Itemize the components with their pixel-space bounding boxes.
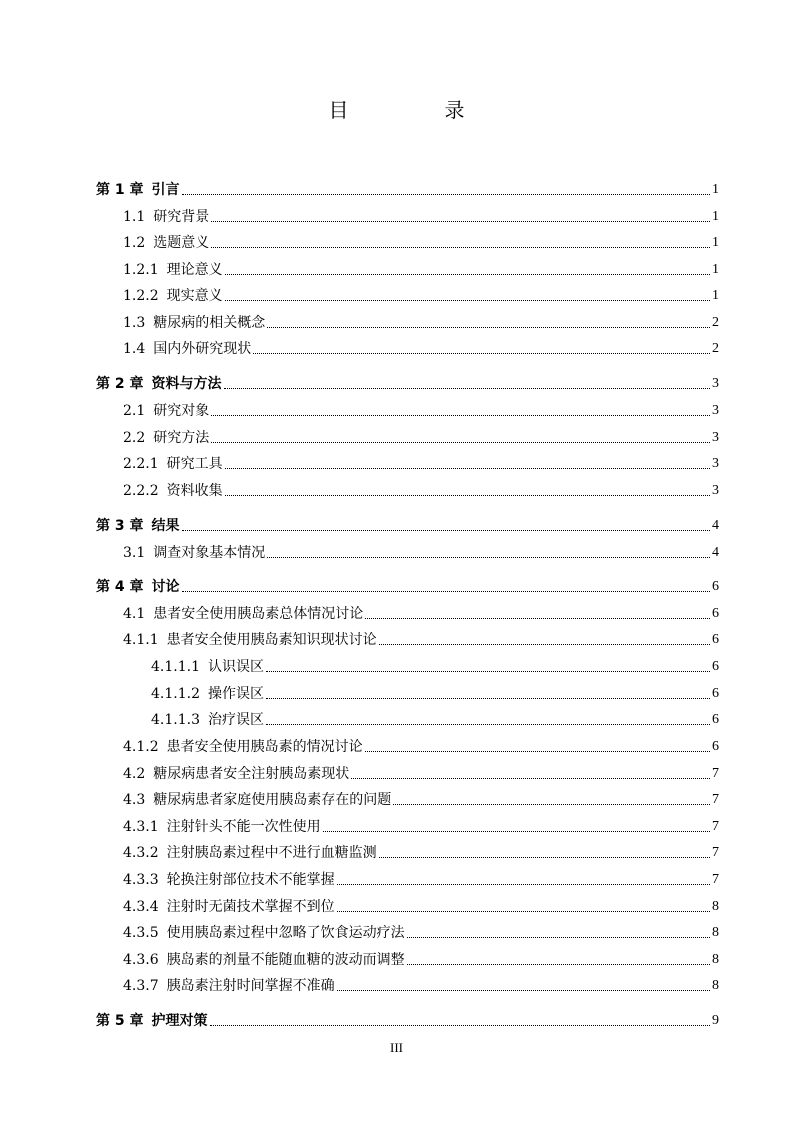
toc-entry-page: 3 [712, 376, 719, 391]
toc-entry-number: 4.1.1.2 [151, 686, 200, 702]
toc-entry-number: 4.3.5 [123, 925, 159, 941]
toc-section-entry[interactable] [123, 737, 719, 757]
toc-section-entry[interactable] [123, 976, 719, 996]
toc-entry-number: 3.1 [123, 545, 146, 561]
toc-leader-dots [407, 931, 710, 938]
toc-section-entry[interactable] [123, 313, 719, 333]
toc-entry-number: 第 5 章 [96, 1013, 144, 1029]
toc-entry-page: 3 [712, 403, 719, 418]
toc-entry-page: 7 [712, 845, 719, 860]
toc-leader-dots [225, 268, 710, 275]
toc-section-entry[interactable] [123, 207, 719, 227]
toc-entry-title: 研究工具 [166, 456, 223, 472]
toc-entry-number: 4.3 [123, 792, 146, 808]
toc-entry-title: 患者安全使用胰岛素知识现状讨论 [166, 632, 377, 648]
toc-leader-dots [337, 984, 710, 991]
toc-leader-dots [323, 825, 710, 832]
toc-entry-number: 2.2 [123, 430, 146, 446]
toc-entry-title: 现实意义 [166, 288, 223, 304]
toc-section-entry[interactable] [123, 454, 719, 474]
toc-entry-number: 第 4 章 [96, 579, 144, 595]
toc-entry-page: 7 [712, 766, 719, 781]
toc-entry-page: 1 [712, 209, 719, 224]
toc-section-entry[interactable] [123, 870, 719, 890]
toc-section-entry[interactable] [151, 657, 719, 677]
toc-leader-dots [266, 692, 710, 699]
toc-leader-dots [225, 462, 710, 469]
toc-entry-page: 1 [712, 182, 719, 197]
toc-chapter-entry[interactable] [96, 577, 719, 597]
toc-entry-page: 4 [712, 545, 719, 560]
toc-leader-dots [211, 436, 710, 443]
toc-section-entry[interactable] [123, 339, 719, 359]
toc-section-entry[interactable] [123, 428, 719, 448]
toc-leader-dots [365, 745, 710, 752]
toc-entry-title: 胰岛素的剂量不能随血糖的波动而调整 [166, 952, 405, 968]
toc-section-entry[interactable] [123, 260, 719, 280]
toc-section-entry[interactable] [123, 286, 719, 306]
toc-leader-dots [211, 215, 710, 222]
toc-entry-title: 操作误区 [207, 686, 264, 702]
toc-entry-page: 7 [712, 819, 719, 834]
toc-leader-dots [266, 718, 710, 725]
toc-entry-title: 理论意义 [166, 262, 223, 278]
toc-entry-number: 4.3.2 [123, 845, 159, 861]
toc-section-entry[interactable] [123, 401, 719, 421]
toc-entry-number: 4.3.1 [123, 819, 159, 835]
toc-entry-page: 3 [712, 483, 719, 498]
toc-entry-title: 选题意义 [153, 235, 210, 251]
toc-section-entry[interactable] [123, 817, 719, 837]
toc-entry-page: 1 [712, 262, 719, 277]
toc-entry-title: 结果 [151, 518, 180, 534]
toc-entry-title: 患者安全使用胰岛素总体情况讨论 [153, 606, 364, 622]
toc-entry-title: 国内外研究现状 [153, 341, 252, 357]
toc-entry-number: 1.2.2 [123, 288, 159, 304]
toc-leader-dots [267, 321, 710, 328]
toc-entry-title: 轮换注射部位技术不能掌握 [166, 872, 335, 888]
toc-section-entry[interactable] [151, 710, 719, 730]
toc-entry-title: 治疗误区 [207, 712, 264, 728]
toc-entry-number: 4.1.1 [123, 632, 159, 648]
toc-entry-page: 2 [712, 341, 719, 356]
toc-section-entry[interactable] [123, 897, 719, 917]
toc-entry-title: 调查对象基本情况 [153, 545, 266, 561]
toc-leader-dots [393, 798, 710, 805]
toc-section-entry[interactable] [151, 684, 719, 704]
toc-entry-page: 6 [712, 739, 719, 754]
toc-chapter-entry[interactable] [96, 516, 719, 536]
toc-leader-dots [379, 638, 710, 645]
toc-entry-page: 7 [712, 872, 719, 887]
toc-leader-dots [182, 585, 711, 592]
toc-entry-page: 3 [712, 456, 719, 471]
toc-entry-title: 糖尿病患者家庭使用胰岛素存在的问题 [153, 792, 392, 808]
toc-leader-dots [210, 1019, 711, 1026]
toc-entry-title: 讨论 [151, 579, 180, 595]
toc-leader-dots [182, 188, 711, 195]
toc-entry-page: 6 [712, 606, 719, 621]
toc-section-entry[interactable] [123, 233, 719, 253]
toc-section-entry[interactable] [123, 764, 719, 784]
toc-section-entry[interactable] [123, 923, 719, 943]
toc-entry-page: 9 [712, 1013, 719, 1028]
toc-leader-dots [253, 347, 710, 354]
toc-entry-number: 4.3.3 [123, 872, 159, 888]
toc-entry-title: 注射时无菌技术掌握不到位 [166, 899, 335, 915]
toc-chapter-entry[interactable] [96, 180, 719, 200]
toc-entry-number: 4.3.6 [123, 952, 159, 968]
toc-leader-dots [211, 409, 710, 416]
toc-entry-page: 6 [712, 659, 719, 674]
toc-entry-number: 1.4 [123, 341, 146, 357]
toc-entry-number: 4.3.7 [123, 978, 159, 994]
toc-entry-title: 糖尿病患者安全注射胰岛素现状 [153, 766, 350, 782]
toc-section-entry[interactable] [123, 843, 719, 863]
toc-title: 目 录 [328, 98, 503, 122]
toc-entry-number: 4.3.4 [123, 899, 159, 915]
toc-entry-page: 6 [712, 686, 719, 701]
toc-leader-dots [365, 612, 710, 619]
toc-section-entry[interactable] [123, 950, 719, 970]
toc-entry-page: 8 [712, 952, 719, 967]
toc-entry-title: 使用胰岛素过程中忽略了饮食运动疗法 [166, 925, 405, 941]
toc-section-entry[interactable] [123, 604, 719, 624]
toc-entry-title: 注射胰岛素过程中不进行血糖监测 [166, 845, 377, 861]
toc-entry-page: 4 [712, 518, 719, 533]
toc-entry-title: 注射针头不能一次性使用 [166, 819, 321, 835]
toc-leader-dots [266, 665, 710, 672]
toc-entry-title: 患者安全使用胰岛素的情况讨论 [166, 739, 363, 755]
toc-entry-title: 资料收集 [166, 483, 223, 499]
toc-entry-number: 1.3 [123, 315, 146, 331]
toc-leader-dots [337, 905, 710, 912]
toc-leader-dots [351, 772, 710, 779]
toc-entry-number: 1.1 [123, 209, 146, 225]
toc-entry-number: 4.2 [123, 766, 146, 782]
toc-entry-title: 糖尿病的相关概念 [153, 315, 266, 331]
toc-entry-page: 3 [712, 430, 719, 445]
toc-entry-title: 认识误区 [207, 659, 264, 675]
toc-entry-page: 1 [712, 288, 719, 303]
toc-leader-dots [379, 851, 710, 858]
toc-entry-page: 8 [712, 978, 719, 993]
toc-leader-dots [225, 294, 710, 301]
toc-entry-number: 4.1.2 [123, 739, 159, 755]
toc-leader-dots [224, 382, 711, 389]
toc-entry-page: 6 [712, 632, 719, 647]
toc-leader-dots [407, 958, 710, 965]
toc-section-entry[interactable] [123, 790, 719, 810]
toc-chapter-entry[interactable] [96, 374, 719, 394]
toc-entry-title: 胰岛素注射时间掌握不准确 [166, 978, 335, 994]
toc-leader-dots [182, 524, 711, 531]
toc-entry-number: 1.2 [123, 235, 146, 251]
toc-section-entry[interactable] [123, 481, 719, 501]
toc-chapter-entry[interactable] [96, 1011, 719, 1031]
toc-entry-number: 4.1 [123, 606, 146, 622]
toc-entry-page: 8 [712, 925, 719, 940]
toc-entry-page: 7 [712, 792, 719, 807]
toc-entry-page: 1 [712, 235, 719, 250]
toc-section-entry[interactable] [123, 543, 719, 563]
toc-entry-number: 第 3 章 [96, 518, 144, 534]
toc-entry-number: 第 1 章 [96, 182, 144, 198]
toc-entry-number: 2.2.1 [123, 456, 159, 472]
toc-entry-title: 研究对象 [153, 403, 210, 419]
toc-entry-page: 8 [712, 899, 719, 914]
toc-entry-number: 4.1.1.1 [151, 659, 200, 675]
toc-entry-title: 资料与方法 [151, 376, 222, 392]
toc-entry-page: 6 [712, 712, 719, 727]
toc-entry-title: 护理对策 [151, 1013, 208, 1029]
toc-entry-number: 4.1.1.3 [151, 712, 200, 728]
toc-entry-number: 第 2 章 [96, 376, 144, 392]
toc-entry-number: 2.2.2 [123, 483, 159, 499]
toc-entry-number: 2.1 [123, 403, 146, 419]
toc-entry-title: 研究方法 [153, 430, 210, 446]
toc-leader-dots [267, 551, 710, 558]
toc-entry-page: 6 [712, 579, 719, 594]
toc-leader-dots [211, 241, 710, 248]
toc-section-entry[interactable] [123, 630, 719, 650]
toc-leader-dots [337, 878, 710, 885]
toc-leader-dots [225, 489, 710, 496]
toc-entry-number: 1.2.1 [123, 262, 159, 278]
toc-entry-title: 研究背景 [153, 209, 210, 225]
toc-entry-title: 引言 [151, 182, 180, 198]
page-number: III [390, 1040, 403, 1055]
toc-entry-page: 2 [712, 315, 719, 330]
